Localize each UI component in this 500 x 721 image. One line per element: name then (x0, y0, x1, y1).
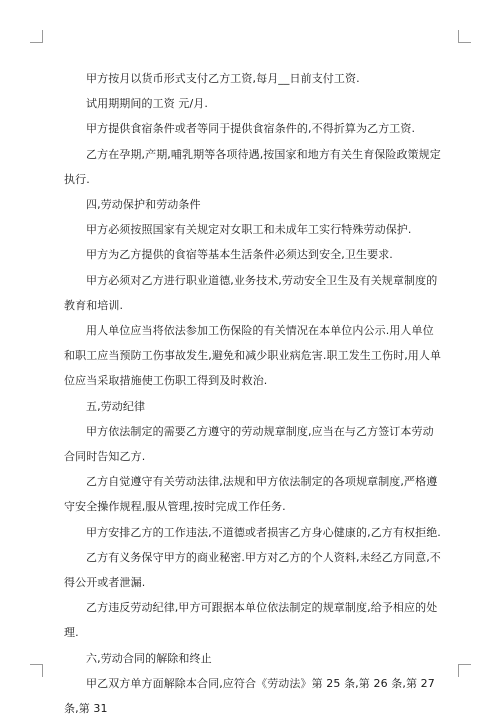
paragraph-rules-notice: 甲方依法制定的需要乙方遵守的劳动规章制度,应当在与乙方签订本劳动合同时告知乙方. (64, 424, 434, 464)
paragraph-living-conditions: 甲方为乙方提供的食宿等基本生活条件必须达到安全,卫生要求. (86, 248, 393, 262)
paragraph-training: 甲方必须对乙方进行职业道德,业务技术,劳动安全卫生及有关规章制度的教育和培训. (64, 273, 438, 312)
crop-mark-top-left (30, 30, 43, 43)
paragraph-confidentiality: 乙方有义务保守甲方的商业秘密.甲方对乙方的个人资料,未经乙方同意,不得公开或者泄漏. (64, 550, 441, 590)
paragraph-unilateral-termination: 甲乙双方单方面解除本合同,应符合《劳动法》第 25 条,第 26 条,第 27 条,第 31 (64, 676, 435, 716)
section-heading-labor-discipline: 五,劳动纪律 (86, 399, 146, 413)
crop-mark-bottom-right (458, 664, 471, 677)
paragraph-discipline-violation: 乙方违反劳动纪律,甲方可跟据本单位依法制定的规章制度,给予相应的处理. (64, 601, 438, 640)
paragraph-injury-insurance: 用人单位应当将依法参加工伤保险的有关情况在本单位内公示.用人单位和职工应当预防工伤事故发生,避免和减少职业病危害.职工发生工伤时,用人单位应当采取措施使工伤职工得到及时救治. (64, 324, 442, 388)
section-heading-termination: 六,劳动合同的解除和终止 (86, 651, 212, 665)
crop-mark-bottom-left (30, 664, 43, 677)
paragraph-maternity: 乙方在孕期,产期,哺乳期等各项待遇,按国家和地方有关生育保险政策规定执行. (64, 147, 441, 186)
paragraph-probation-wage: 试用期期间的工资 元/月. (86, 97, 208, 111)
document-body (64, 66, 444, 721)
paragraph-board-lodging: 甲方提供食宿条件或者等同于提供食宿条件的,不得折算为乙方工资. (86, 122, 416, 136)
paragraph-special-protection: 甲方必须按照国家有关规定对女职工和未成年工实行特殊劳动保护. (86, 223, 412, 237)
paragraph-right-to-refuse: 甲方安排乙方的工作违法,不道德或者损害乙方身心健康的,乙方有权拒绝. (86, 525, 441, 539)
paragraph-wage-payment: 甲方按月以货币形式支付乙方工资,每月__日前支付工资. (86, 72, 360, 85)
paragraph-obey-rules: 乙方自觉遵守有关劳动法律,法规和甲方依法制定的各项规章制度,严格遵守安全操作规程,服从管理,按时完成工作任务. (64, 475, 438, 514)
section-heading-labor-protection: 四,劳动保护和劳动条件 (86, 198, 201, 212)
crop-mark-top-right (458, 30, 471, 43)
